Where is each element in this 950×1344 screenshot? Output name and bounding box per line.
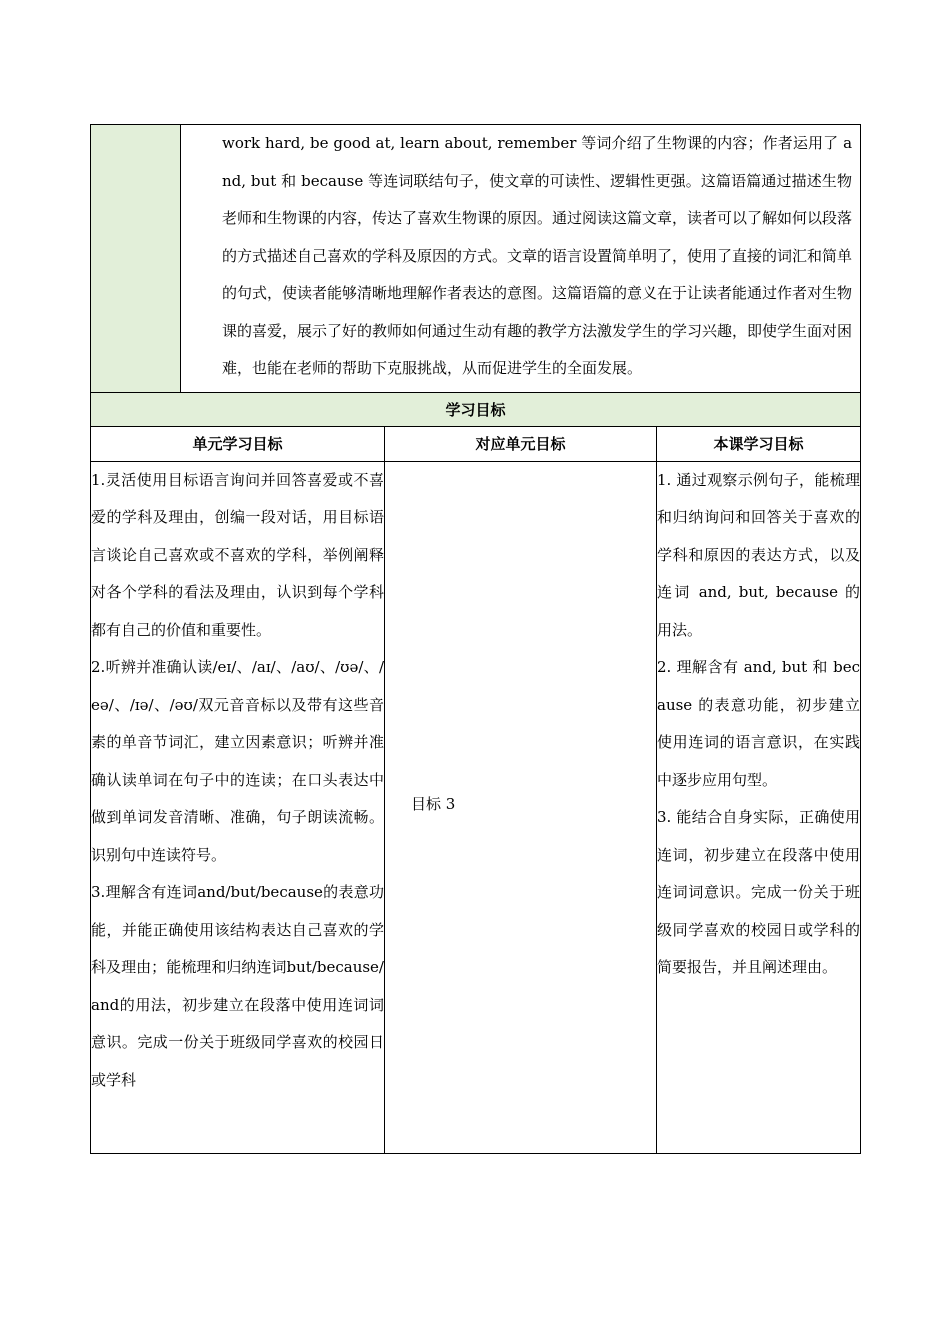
section-title: 学习目标	[91, 392, 861, 426]
lesson-goals-cell	[657, 461, 861, 1153]
objectives-title-row	[91, 392, 861, 426]
lesson-plan-table	[90, 124, 861, 1154]
header-corresponding-goal: 对应单元目标	[385, 426, 657, 461]
unit-goal-item: 3.理解含有连词and/but/because的表意功能，并能正确使用该结构表达自己喜欢的学科及理由；能梳理和归纳连词but/because/and的用法，初步建立在段落中使用连词词意识。完成一份关于班级同学喜欢的校园日或学科	[91, 883, 384, 1089]
lesson-goal-item: 3. 能结合自身实际，正确使用连词，初步建立在段落中使用连词词意识。完成一份关于班级同学喜欢的校园日或学科的简要报告，并且阐述理由。	[657, 808, 861, 976]
corresponding-goal-cell	[385, 461, 657, 1153]
lesson-goal-item: 1. 通过观察示例句子，能梳理和归纳询问和回答关于喜欢的学科和原因的表达方式，以及连词 and, but, because 的用法。	[657, 470, 861, 639]
analysis-label-cell	[91, 125, 181, 393]
objectives-body-row	[91, 461, 861, 1153]
unit-goal-item: 2.听辨并准确认读/eɪ/、/aɪ/、/aʊ/、/ʊə/、/eə/、/ɪə/、/əʊ/双元音音标以及带有这些音素的单音节词汇，建立因素意识；听辨并准确认读单词在句子中的连读；在口头表达中做到单词发音清晰、准确，句子朗读流畅。识别句中连读符号。	[91, 658, 384, 864]
corresponding-goal: 目标 3	[411, 794, 456, 813]
unit-goals-cell	[91, 461, 385, 1153]
analysis-row	[91, 125, 861, 393]
objectives-header-row	[91, 426, 861, 461]
analysis-content-cell	[181, 125, 861, 393]
header-lesson-goals: 本课学习目标	[657, 426, 861, 461]
unit-goal-item: 1.灵活使用目标语言询问并回答喜爱或不喜爱的学科及理由，创编一段对话，用目标语言谈论自己喜欢或不喜欢的学科，举例阐释对各个学科的看法及理由，认识到每个学科都有自己的价值和重要性。	[91, 470, 384, 639]
analysis-text: work hard, be good at, learn about, remember 等词介绍了生物课的内容；作者运用了 and, but 和 because 等连词联结句子，使文章的可读性、逻辑性更强。这篇语篇通过描述生物老师和生物课的内容，传达了喜欢生物课的原因。通过阅读这篇文章，读者可以了解如何以段落的方式描述自己喜欢的学科及原因的方式。文章的语言设置简单明了，使用了直接的词汇和简单的句式，使读者能够清晰地理解作者表达的意图。这篇语篇的意义在于让读者能通过作者对生物课的喜爱，展示了好的教师如何通过生动有趣的教学方法激发学生的学习兴趣，即使学生面对困难，也能在老师的帮助下克服挑战，从而促进学生的全面发展。	[222, 134, 853, 377]
header-unit-goals: 单元学习目标	[91, 426, 385, 461]
lesson-goal-item: 2. 理解含有 and, but 和 because 的表意功能，初步建立使用连词的语言意识，在实践中逐步应用句型。	[657, 658, 861, 789]
